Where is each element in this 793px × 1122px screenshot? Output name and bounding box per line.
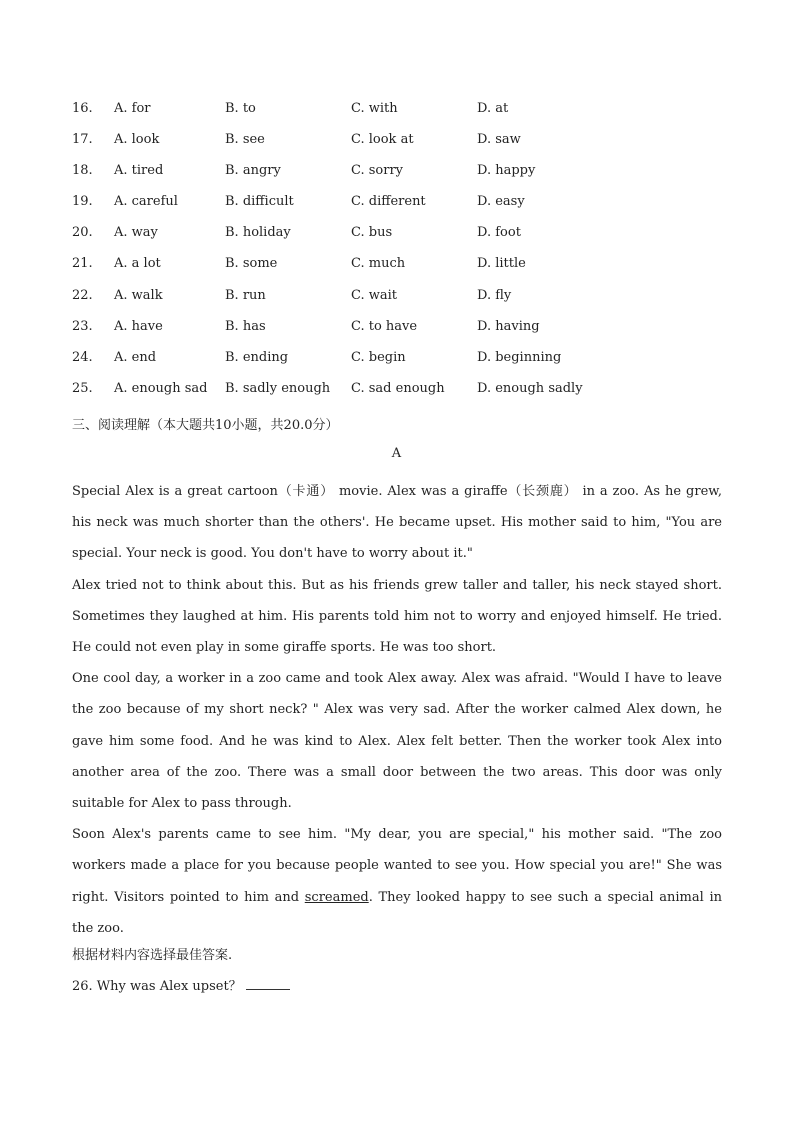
paragraph-2: Alex tried not to think about this. But as his friends grew taller and taller, his neck stayed short. Sometimes they laughed at him. His parents told him not to worry and enjoyed himself. He tried. He could not even play in some giraffe sports. He was too short. [72, 577, 722, 656]
option-a: A. walk [114, 287, 163, 303]
option-c: C. with [351, 101, 398, 116]
passage-label: A [391, 446, 402, 461]
question-number: 17. [72, 132, 93, 148]
question-26 [72, 975, 290, 994]
option-a: A. look [114, 132, 160, 148]
question-text: 26. Why was Alex upset？ [72, 979, 242, 994]
option-c: C. look at [351, 132, 414, 148]
option-a: A. for [114, 101, 151, 116]
question-number: 20. [72, 225, 93, 241]
option-c: C. sorry [351, 163, 404, 179]
question-number: 25. [72, 380, 93, 396]
option-b: B. holiday [225, 225, 291, 241]
section-title: 三、阅读理解（本大题共10小题，共20.0分） [72, 418, 339, 433]
paragraph-4-text-before: Soon Alex's parents came to see him. "My dear, you are special," his mother said. "The zoo workers made a place for you because people wanted to see you. How special you are!" She was right. Visitors pointed to him and [72, 827, 722, 905]
option-c: C. wait [351, 287, 398, 303]
question-number: 18. [72, 163, 93, 179]
option-d: D. beginning [477, 349, 562, 365]
option-b: B. has [225, 318, 266, 334]
question-number: 22. [72, 287, 93, 303]
option-a: A. way [114, 225, 158, 241]
question-number: 16. [72, 101, 93, 116]
option-d: D. little [477, 256, 526, 272]
option-c: C. sad enough [351, 380, 445, 396]
option-b: B. ending [225, 349, 289, 365]
option-c: C. bus [351, 225, 393, 241]
option-c: C. much [351, 256, 406, 272]
question-number: 24. [72, 349, 93, 365]
option-b: B. sadly enough [225, 380, 331, 396]
reading-passage [72, 476, 722, 944]
option-a: A. have [114, 318, 163, 334]
option-b: B. run [225, 287, 266, 303]
option-c: C. begin [351, 349, 406, 365]
option-a: A. enough sad [114, 380, 208, 396]
option-a: A. a lot [114, 256, 161, 272]
option-c: C. to have [351, 318, 418, 334]
option-c: C. different [351, 194, 426, 210]
option-a: A. careful [114, 194, 178, 210]
option-d: D. foot [477, 225, 521, 241]
question-number: 21. [72, 256, 93, 272]
option-d: D. saw [477, 132, 521, 148]
option-d: D. easy [477, 194, 525, 210]
paragraph-4-text-after: . They looked happy to see such a special animal in the zoo. [72, 889, 722, 936]
option-d: D. having [477, 318, 540, 334]
option-d: D. happy [477, 163, 536, 179]
option-b: B. difficult [225, 194, 294, 210]
paragraph-4 [72, 819, 722, 944]
question-number: 19. [72, 194, 93, 210]
option-b: B. angry [225, 163, 281, 179]
option-a: A. tired [114, 163, 164, 179]
option-d: D. at [477, 101, 509, 116]
paragraph-3: One cool day, a worker in a zoo came and took Alex away. Alex was afraid. "Would I have to leave the zoo because of my short neck? " Alex was very sad. After the worker calmed Alex down, he gave him some food. And he was kind to Alex. Alex felt better. Then the worker took Alex into another area of the zoo. There was a small door between the two areas. This door was only suitable for Alex to pass through. [72, 671, 722, 812]
option-b: B. see [225, 132, 265, 148]
option-d: D. fly [477, 287, 512, 303]
underlined-word: screamed [304, 889, 369, 905]
option-d: D. enough sadly [477, 380, 583, 396]
question-number: 23. [72, 318, 93, 334]
option-a: A. end [114, 349, 157, 365]
option-b: B. to [225, 101, 256, 116]
answer-blank[interactable] [246, 977, 290, 990]
instruction-text: 根据材料内容选择最佳答案. [72, 948, 233, 963]
option-b: B. some [225, 256, 278, 272]
paragraph-1: Special Alex is a great cartoon（卡通） movie. Alex was a giraffe（长颈鹿） in a zoo. As he grew, his neck was much shorter than the others'. He became upset. His mother said to him, "You are special. Your neck is good. You don't have to worry about it." [72, 484, 722, 562]
